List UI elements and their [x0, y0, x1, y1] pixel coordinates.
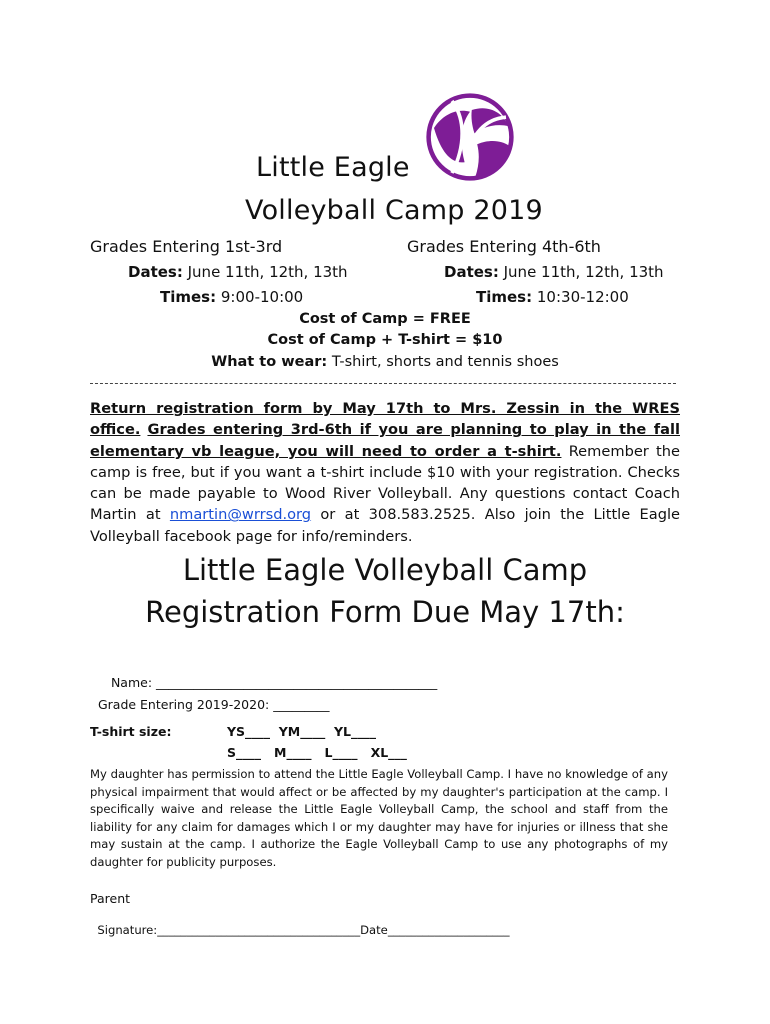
left-times-value: 9:00-10:00 — [220, 288, 304, 306]
date-blank: _____________________ — [387, 923, 510, 937]
volleyball-icon — [424, 92, 516, 182]
right-times — [476, 288, 629, 306]
waiver-text: My daughter has permission to attend the Little Eagle Volleyball Camp. I have no knowledge of any physical impairment that would affect or be affected by my daughter's participation at the camp. I specifically waive and release the Little Eagle Volleyball Camp, the school and staff from the liability for any claim for damages which I or my daughter may have for injuries or illness that she may sustain at the camp. I authorize the Eagle Volleyball Camp to use any photographs of my daughter for publicity purposes. — [90, 767, 668, 869]
signature-label: Signature: — [97, 923, 158, 937]
page-title-line1: Little Eagle — [256, 152, 410, 183]
dashed-divider — [90, 383, 676, 384]
wear-value: T-shirt, shorts and tennis shoes — [331, 354, 559, 370]
right-dates-value: June 11th, 12th, 13th — [503, 263, 664, 281]
what-to-wear — [0, 354, 770, 370]
name-blank: _____________________________________________ — [156, 675, 438, 690]
date-label: Date — [360, 923, 388, 937]
left-times — [160, 288, 303, 306]
grade-field[interactable] — [90, 682, 329, 712]
grade-blank: _________ — [273, 697, 330, 712]
page-title-line2: Volleyball Camp 2019 — [245, 195, 543, 226]
tshirt-notice: Grades entering 3rd-6th if you are planning to play in the fall elementary vb league, you will need to order a t-shirt. — [90, 421, 680, 460]
right-grades: Grades Entering 4th-6th — [407, 237, 601, 256]
right-times-label: Times: — [476, 288, 533, 306]
form-title-line1: Little Eagle Volleyball Camp — [182, 553, 588, 587]
right-times-value: 10:30-12:00 — [536, 288, 629, 306]
form-title-line2: Registration Form Due May 17th: — [145, 595, 625, 629]
grade-label: Grade Entering 2019-2020: — [97, 697, 274, 712]
right-dates-label: Dates: — [444, 263, 499, 281]
left-times-label: Times: — [160, 288, 217, 306]
info-paragraph — [90, 398, 680, 547]
name-label: Name: — [110, 675, 157, 690]
cost-shirt: Cost of Camp + T-shirt = $10 — [267, 332, 503, 348]
left-dates-value: June 11th, 12th, 13th — [187, 263, 348, 281]
right-dates — [444, 263, 664, 281]
wear-label: What to wear: — [211, 354, 328, 370]
info-text-2: or at 308.583.2525. Also join the Little Eagle Volleyball facebook page for info/reminders. — [90, 506, 680, 545]
return-instructions: Return registration form by May 17th to Mrs. Zessin in the WRES office. — [90, 400, 680, 439]
signature-line[interactable] — [90, 909, 510, 937]
tshirt-size-label: T-shirt size: — [90, 724, 172, 739]
left-dates-label: Dates: — [128, 263, 183, 281]
cost-camp: Cost of Camp = FREE — [299, 311, 471, 327]
left-dates — [128, 263, 348, 281]
tshirt-sizes-row2[interactable]: S____ M____ L____ XL___ — [227, 745, 407, 760]
tshirt-sizes-row1[interactable]: YS____ YM____ YL____ — [227, 724, 376, 739]
left-grades: Grades Entering 1st-3rd — [90, 237, 283, 256]
email-link[interactable]: nmartin@wrrsd.org — [169, 506, 312, 524]
info-text-1: Remember the camp is free, but if you want a t-shirt include $10 with your registration. Checks can be made payable to Wood River Volleyball. Any questions contact Coach Martin at — [90, 442, 681, 524]
signature-blank: ___________________________________ — [157, 923, 361, 937]
parent-label: Parent — [90, 891, 131, 906]
